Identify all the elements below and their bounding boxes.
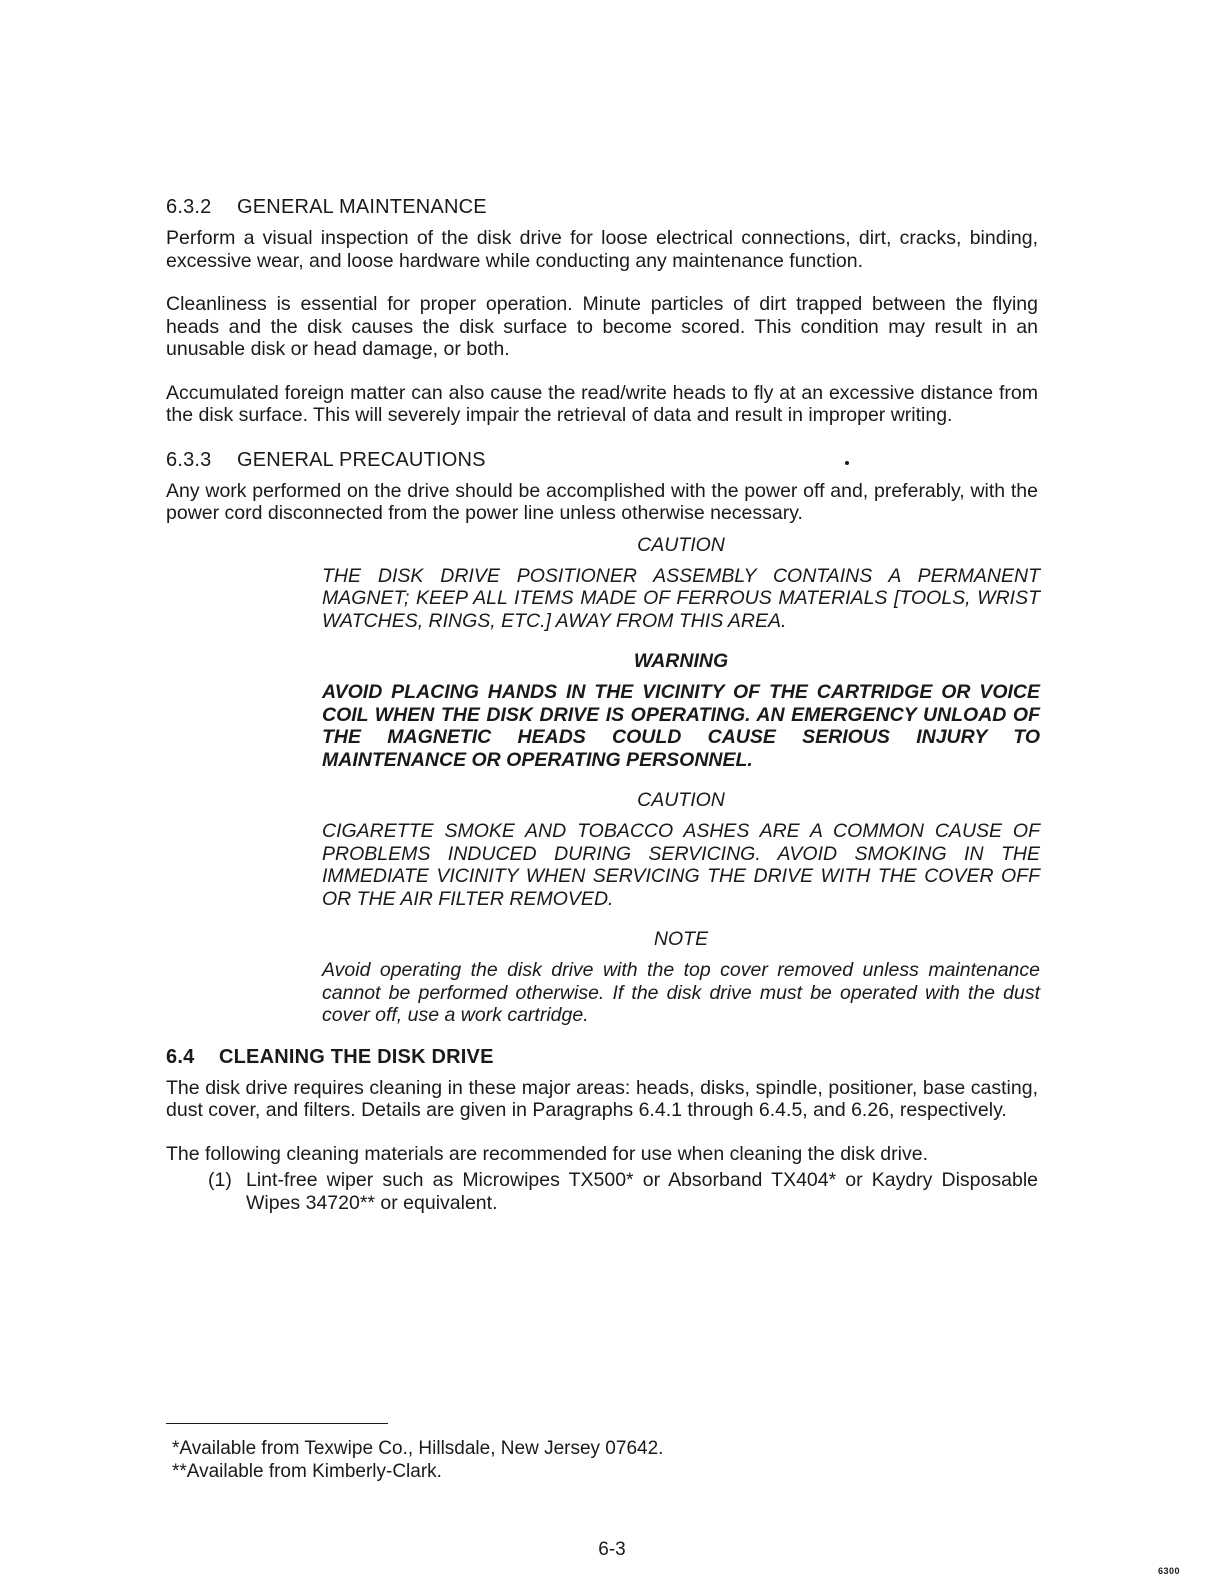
paragraph-cleanliness: Cleanliness is essential for proper operation. Minute particles of dirt trapped between the flying heads and the disk causes the disk surface to become scored. This condition may result in an unusable disk or head damage, or both. — [166, 293, 1038, 360]
section-heading-6-3-3 — [166, 448, 1038, 472]
notice-label: CAUTION — [637, 533, 725, 556]
paragraph-foreign-matter: Accumulated foreign matter can also cause the read/write heads to fly at an excessive distance from the disk surface. This will severely impair the retrieval of data and result in improper writing. — [166, 381, 1038, 426]
paragraph-cleaning-materials: The following cleaning materials are recommended for use when cleaning the disk drive. — [166, 1142, 928, 1165]
scan-speck — [845, 461, 849, 465]
paragraph-cleaning-areas: The disk drive requires cleaning in these major areas: heads, disks, spindle, positioner, base casting, dust cover, and filters. Details are given in Paragraphs 6.4.1 through 6.4.5, and 6.26, respectively. — [166, 1076, 1038, 1121]
section-number: 6.3.3 — [166, 448, 212, 471]
list-item-text: Lint-free wiper such as Microwipes TX500* or Absorband TX404* or Kaydry Disposable Wipes 34720** or equivalent. — [246, 1169, 1038, 1214]
document-code: 6300 — [1158, 1566, 1181, 1576]
caution-notice-magnet — [322, 534, 1040, 633]
document-page — [166, 195, 1038, 1214]
cleaning-materials-list — [166, 1169, 1038, 1214]
section-heading-6-4 — [166, 1045, 1038, 1069]
notice-text: Avoid operating the disk drive with the top cover removed unless maintenance cannot be performed otherwise. If the disk drive must be operated with the dust cover off, use a work cartridge. — [322, 959, 1040, 1026]
notice-label: NOTE — [653, 928, 709, 950]
footnote-divider — [166, 1423, 388, 1424]
section-heading-6-3-2 — [166, 195, 1038, 219]
note-notice-cover — [322, 928, 1040, 1027]
page-number: 6-3 — [598, 1539, 626, 1560]
list-marker: (1) — [208, 1169, 232, 1191]
notice-text: CIGARETTE SMOKE AND TOBACCO ASHES ARE A COMMON CAUSE OF PROBLEMS INDUCED DURING SERVICING. AVOID SMOKING IN THE IMMEDIATE VICINITY WHEN SERVICING THE DRIVE WITH THE COVER OFF OR THE AIR FILTER REMOVED. — [322, 820, 1040, 910]
section-title: GENERAL MAINTENANCE — [237, 196, 487, 218]
notice-text: THE DISK DRIVE POSITIONER ASSEMBLY CONTAINS A PERMANENT MAGNET; KEEP ALL ITEMS MADE OF FERROUS MATERIALS [TOOLS, WRIST WATCHES, RINGS, ETC.] AWAY FROM THIS AREA. — [322, 564, 1040, 632]
caution-notice-smoke — [322, 789, 1040, 910]
list-item — [166, 1169, 1038, 1214]
footnote-texwipe: *Available from Texwipe Co., Hillsdale, New Jersey 07642. — [172, 1438, 664, 1459]
paragraph-visual-inspection: Perform a visual inspection of the disk drive for loose electrical connections, dirt, cracks, binding, excessive wear, and loose hardware while conducting any maintenance function. — [166, 227, 1038, 272]
warning-notice-hands — [322, 650, 1040, 771]
notice-label: CAUTION — [637, 789, 725, 811]
notice-label: WARNING — [633, 650, 729, 672]
footnote-kimberly-clark: **Available from Kimberly-Clark. — [172, 1461, 442, 1482]
section-number: 6.3.2 — [166, 196, 212, 218]
section-title: GENERAL PRECAUTIONS — [237, 448, 486, 471]
paragraph-precautions: Any work performed on the drive should be accomplished with the power off and, preferably, with the power cord disconnected from the power line unless otherwise necessary. — [166, 479, 1038, 524]
footnotes — [172, 1437, 663, 1483]
notice-text: AVOID PLACING HANDS IN THE VICINITY OF THE CARTRIDGE OR VOICE COIL WHEN THE DISK DRIVE IS OPERATING. AN EMERGENCY UNLOAD OF THE MAGNETIC HEADS COULD CAUSE SERIOUS INJURY TO MAINTENANCE OR OPERATING PERSONNEL. — [322, 681, 1040, 771]
section-title: CLEANING THE DISK DRIVE — [219, 1045, 494, 1068]
section-number: 6.4 — [166, 1045, 195, 1068]
